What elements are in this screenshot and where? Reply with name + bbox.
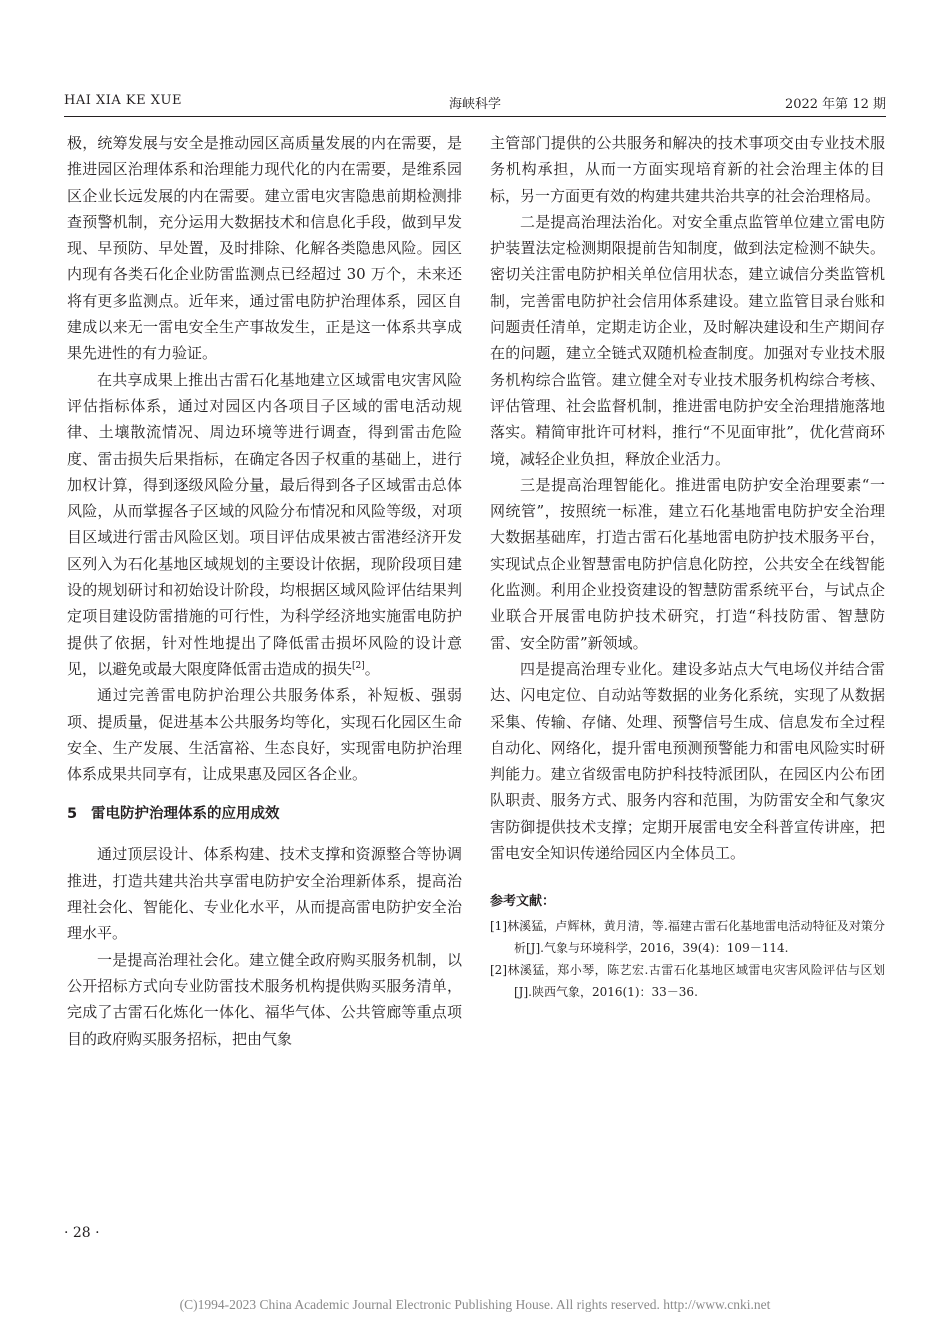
paragraph-end: 。	[364, 659, 380, 678]
paragraph	[67, 367, 462, 683]
paragraph: 通过完善雷电防护治理公共服务体系，补短板、强弱项、提质量，促进基本公共服务均等化，实现石化园区生命安全、生产发展、生活富裕、生态良好，实现雷电防护治理体系成果共同享有，让成果惠及园区各企业。	[67, 686, 462, 784]
references-title: 参考文献：	[490, 894, 556, 910]
paragraph: 四是提高治理专业化。建设多站点大气电场仪并结合雷达、闪电定位、自动站等数据的业务化系统，实现了从数据采集、传输、存储、处理、预警信号生成、信息发布全过程自动化、网络化，提升雷电预测预警能力和雷电风险实时研判能力。建立省级雷电防护科技特派团队，在园区内公布团队职责、服务方式、服务内容和范围，为防雷安全和气象灾害防御提供技术支撑；定期开展雷电安全科普宣传讲座，把雷电安全知识传递给园区内全体员工。	[490, 659, 885, 863]
header-rule	[64, 116, 886, 117]
paragraph: 极，统筹发展与安全是推动园区高质量发展的内在需要，是推进园区治理体系和治理能力现代化的内在需要，是维系园区企业长远发展的内在需要。建立雷电灾害隐患前期检测排查预警机制，充分运用大数据技术和信息化手段，做到早发现、早预防、早处置，及时排除、化解各类隐患风险。园区内现有各类石化企业防雷监测点已经超过 30 万个，未来还将有更多监测点。近年来，通过雷电防护治理体系，园区自建成以来无一雷电安全生产事故发生，正是这一体系共享成果先进性的有力验证。	[67, 134, 462, 363]
left-column	[67, 130, 462, 1052]
running-header	[64, 93, 886, 115]
page-number: · 28 ·	[64, 1225, 100, 1241]
reference-item: [2]林溪猛，郑小琴，陈艺宏.古雷石化基地区域雷电灾害风险评估与区划[J].陕西气象，2016(1)：33－36.	[490, 963, 885, 1000]
paragraph: 二是提高治理法治化。对安全重点监管单位建立雷电防护装置法定检测期限提前告知制度，做到法定检测不缺失。密切关注雷电防护相关单位信用状态，建立诚信分类监管机制，完善雷电防护社会信用体系建设。建立监管目录台账和问题责任清单，定期走访企业，及时解决建设和生产期间存在的问题，建立全链式双随机检查制度。加强对专业技术服务机构综合监管。建立健全对专业技术服务机构综合考核、评估管理、社会监督机制，推进雷电防护安全治理措施落地落实。精简审批许可材料，推行“不见面审批”，优化营商环境，减轻企业负担，释放企业活力。	[490, 212, 885, 468]
paragraph: 一是提高治理社会化。建立健全政府购买服务机制，以公开招标方式向专业防雷技术服务机构提供购买服务清单，完成了古雷石化炼化一体化、福华气体、公共管廊等重点项目的政府购买服务招标，把由气象	[67, 950, 462, 1048]
journal-name: 海峡科学	[448, 97, 501, 112]
paragraph-text: 在共享成果上推出古雷石化基地建立区域雷电灾害风险评估指标体系，通过对园区内各项目子区域的雷电活动规律、土壤散流情况、周边环境等进行调查，得到雷击危险度、雷击损失后果指标，在确定各因子权重的基础上，进行加权计算，得到逐级风险分量，最后得到各子区域雷击总体风险，从而掌握各子区域的风险分布情况和风险等级，对项目区域进行雷击风险区划。项目评估成果被古雷港经济开发区列入为石化基地区域规划的主要设计依据，现阶段项目建设的规划研讨和初始设计阶段，均根据区域风险评估结果判定项目建设防雷措施的可行性，为科学经济地实施雷电防护提供了依据，针对性地提出了降低雷击损坏风险的设计意见，以避免或最大限度降低雷击造成的损失	[67, 370, 462, 678]
paragraph: 三是提高治理智能化。推进雷电防护安全治理要素“一网统管”，按照统一标准，建立石化基地雷电防护安全治理大数据基础库，打造古雷石化基地雷电防护技术服务平台，实现试点企业智慧雷电防护信息化防控，公共安全在线智能化监测。利用企业投资建设的智慧防雷系统平台，与试点企业联合开展雷电防护技术研究，打造“科技防雷、智慧防雷、安全防雷”新领域。	[490, 475, 885, 652]
citation-mark: [2]	[352, 660, 365, 671]
journal-name-latin: HAI XIA KE XUE	[64, 93, 182, 108]
right-column	[490, 130, 885, 1003]
paragraph: 通过顶层设计、体系构建、技术支撑和资源整合等协调推进，打造共建共治共享雷电防护安全治理新体系，提高治理社会化、智能化、专业化水平，从而提高雷电防护安全治理水平。	[67, 845, 462, 943]
copyright-footer: (C)1994-2023 China Academic Journal Electronic Publishing House. All rights reserved. http://www.cnki.net	[179, 1297, 771, 1312]
section-title: 雷电防护治理体系的应用成效	[91, 806, 280, 823]
section-heading	[67, 801, 462, 827]
paragraph: 主管部门提供的公共服务和解决的技术事项交由专业技术服务机构承担，从而一方面实现培育新的社会治理主体的目标，另一方面更有效的构建共建共治共享的社会治理格局。	[490, 134, 885, 205]
issue-info: 2022 年第 12 期	[784, 97, 886, 112]
reference-item: [1]林溪猛，卢辉林，黄月清，等.福建古雷石化基地雷电活动特征及对策分析[J].气象与环境科学，2016，39(4)：109－114.	[490, 919, 885, 956]
section-number: 5	[67, 806, 78, 823]
